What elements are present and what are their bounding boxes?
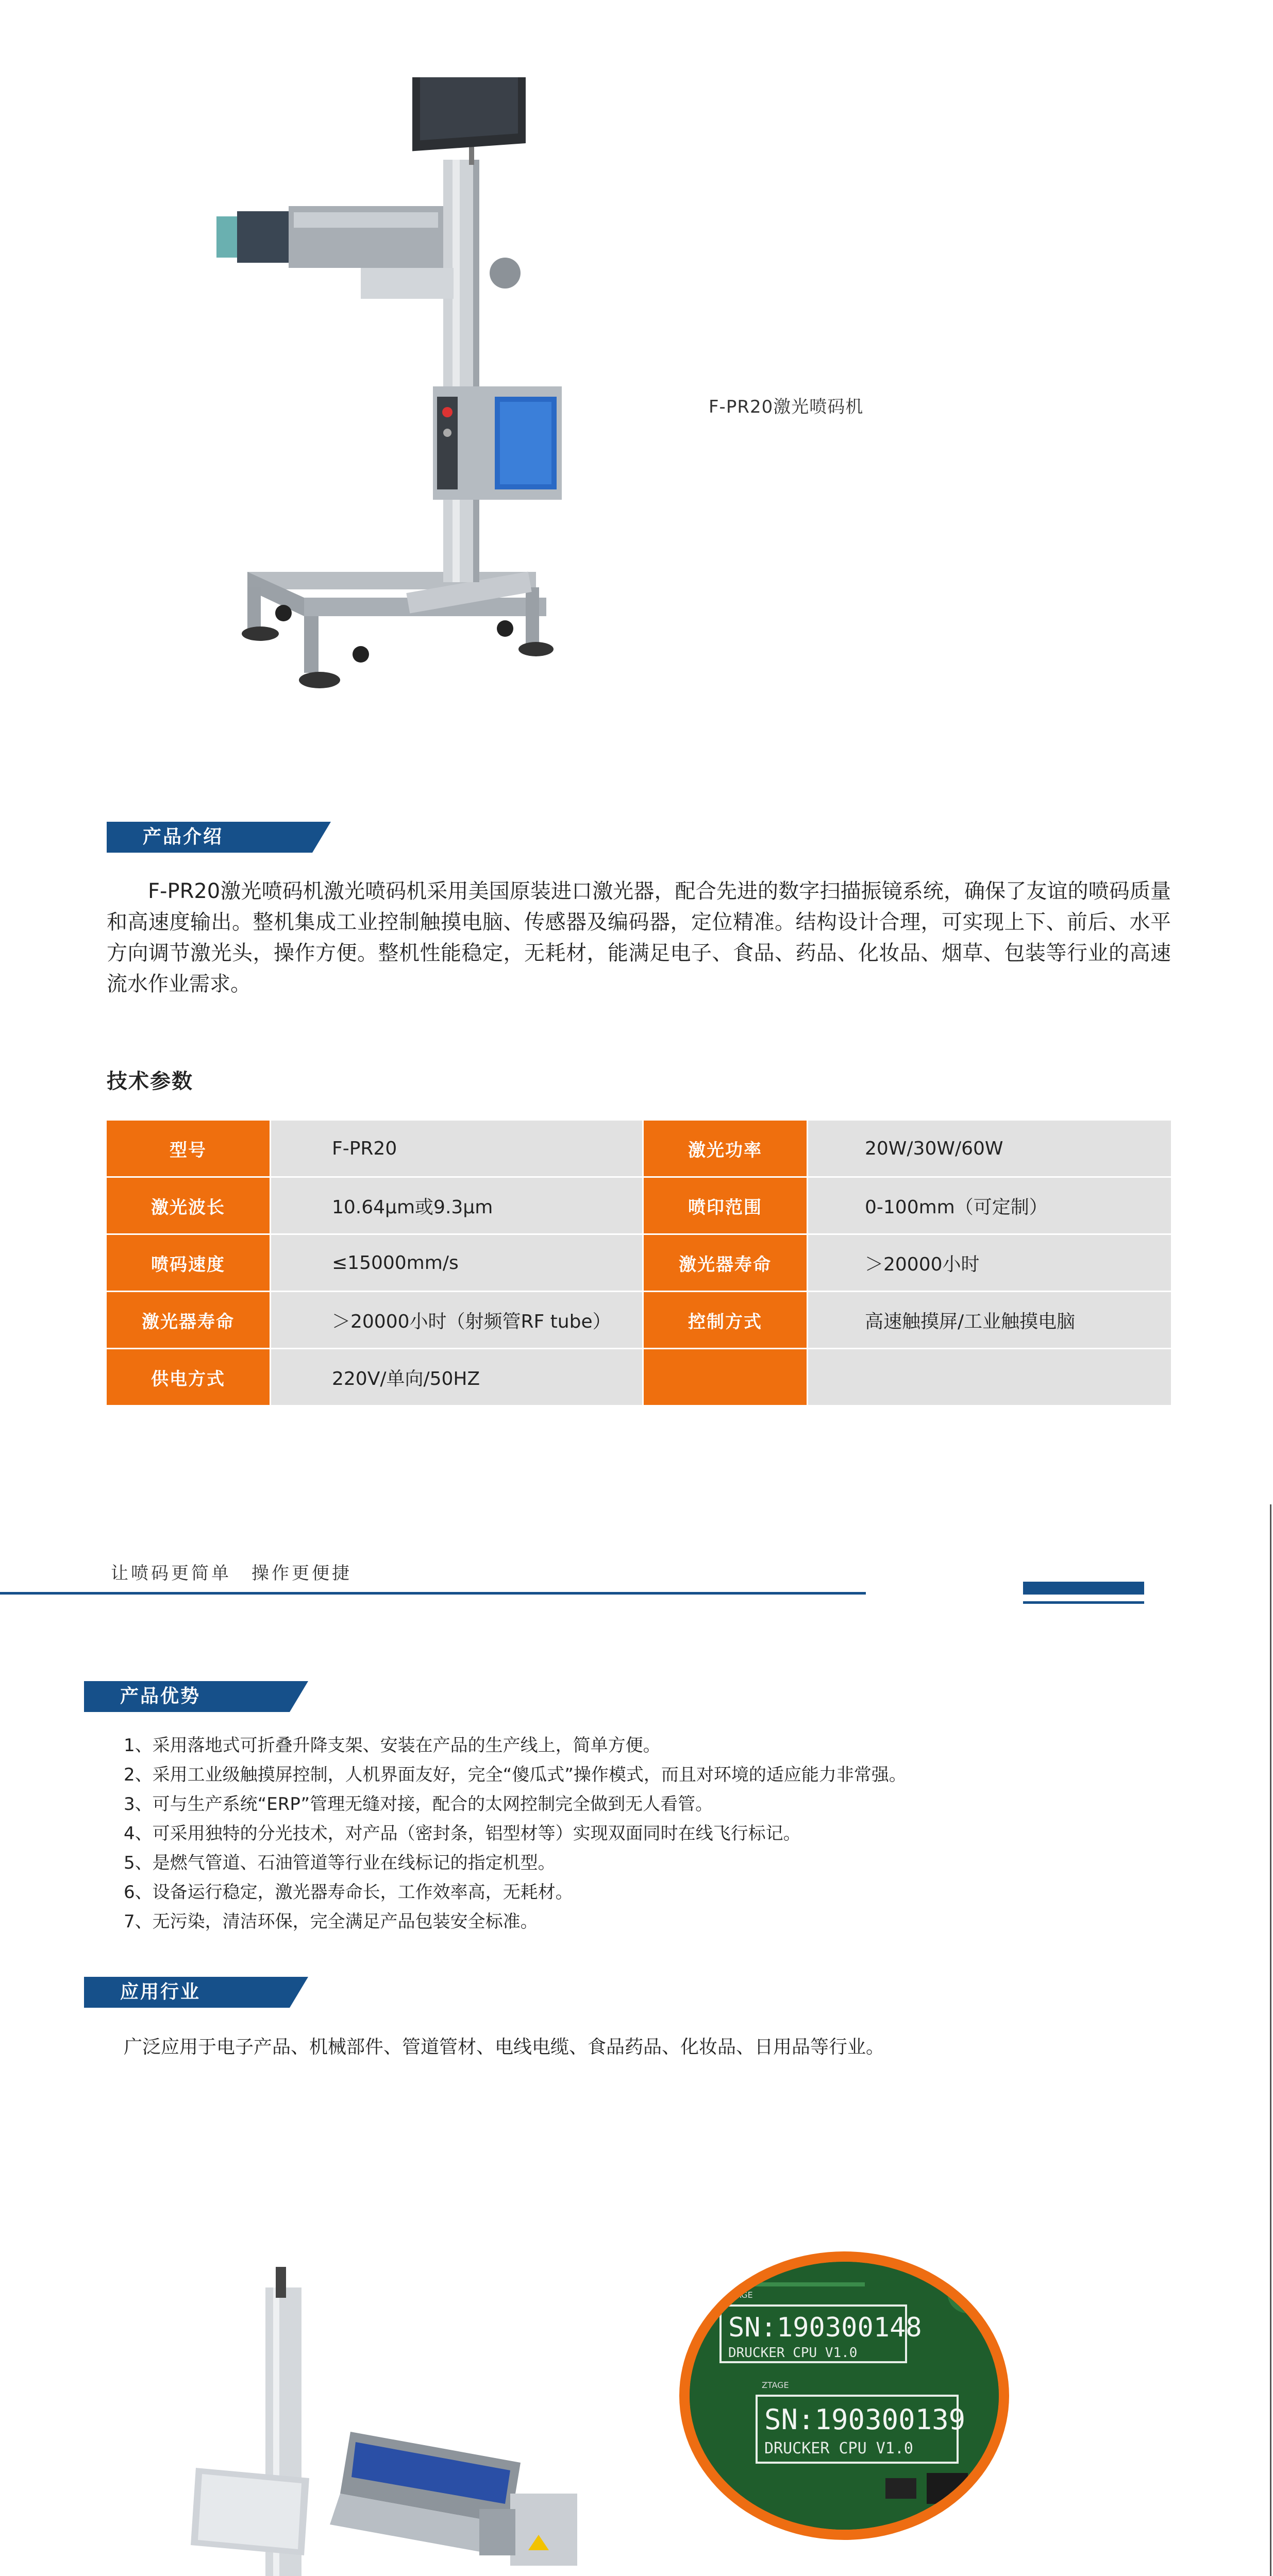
spec-row	[107, 1121, 1171, 1178]
spec-table	[107, 1121, 1171, 1406]
industry-text: 广泛应用于电子产品、机械部件、管道管材、电线电缆、食品药品、化妆品、日用品等行业。	[124, 2037, 885, 2058]
spec-key: 喷印范围	[644, 1178, 807, 1233]
spec-value: 10.64μm或9.3μm	[270, 1178, 644, 1233]
spec-key: 激光器寿命	[107, 1292, 270, 1348]
spec-key: 激光功率	[644, 1121, 807, 1176]
list-item: 4、可采用独特的分光技术，对产品（密封条，铝型材等）实现双面同时在线飞行标记。	[124, 1823, 801, 1844]
spec-value: 高速触摸屏/工业触摸电脑	[807, 1292, 1171, 1348]
pcb-cpu-2: DRUCKER CPU V1.0	[764, 2439, 913, 2458]
spec-key: 控制方式	[644, 1292, 807, 1348]
spec-key: 激光器寿命	[644, 1235, 807, 1291]
sample-photo-pcb	[679, 2251, 1009, 2540]
pcb-sn-2: SN:190300139	[764, 2403, 966, 2436]
intro-header: 产品介绍	[143, 826, 224, 848]
spec-value: F-PR20	[270, 1121, 644, 1176]
spec-key: 型号	[107, 1121, 270, 1176]
spec-value: 0-100mm（可定制）	[807, 1178, 1171, 1233]
pcb-brand: ZTAGE	[726, 2290, 753, 2300]
spec-key: 激光波长	[107, 1178, 270, 1233]
intro-text: F-PR20激光喷码机激光喷码机采用美国原装进口激光器，配合先进的数字扫描振镜系统，确保了友谊的喷码质量和高速度输出。整机集成工业控制触摸电脑、传感器及编码器，定位精准。结构设计合理，可实现上下、前后、水平方向调节激光头，操作方便。整机性能稳定，无耗材，能满足电子、食品、药品、化妆品、烟草、包装等行业的高速流水作业需求。	[107, 879, 1171, 996]
spec-key: 供电方式	[107, 1349, 270, 1405]
spec-value: 220V/单向/50HZ	[270, 1349, 644, 1405]
spec-row	[107, 1235, 1171, 1292]
product-photo-machine-2	[170, 2267, 598, 2576]
divider-block-line	[1023, 1601, 1144, 1604]
spec-value: ＞20000小时	[807, 1235, 1171, 1291]
list-item: 5、是燃气管道、石油管道等行业在线标记的指定机型。	[124, 1853, 556, 1873]
spec-value: ＞20000小时（射频管RF tube）	[270, 1292, 644, 1348]
industry-header: 应用行业	[120, 1981, 201, 2003]
spec-value: ≤15000mm/s	[270, 1235, 644, 1291]
right-edge-line	[1270, 1504, 1271, 2576]
advantages-header: 产品优势	[120, 1686, 201, 1707]
spec-key: 喷码速度	[107, 1235, 270, 1291]
spec-row	[107, 1349, 1171, 1406]
list-item: 6、设备运行稳定，激光器寿命长，工作效率高，无耗材。	[124, 1882, 573, 1903]
list-item: 3、可与生产系统“ERP”管理无缝对接，配合的太网控制完全做到无人看管。	[124, 1794, 713, 1815]
spec-row	[107, 1178, 1171, 1235]
product-photo-machine	[216, 77, 588, 706]
pcb-sn-1: SN:190300148	[728, 2312, 922, 2343]
list-item: 2、采用工业级触摸屏控制，人机界面友好，完全“傻瓜式”操作模式，而且对环境的适应能力非常强。	[124, 1765, 907, 1785]
list-item: 1、采用落地式可折叠升降支架、安装在产品的生产线上，简单方便。	[124, 1735, 661, 1756]
product-caption: F-PR20激光喷码机	[709, 397, 864, 417]
specs-title: 技术参数	[107, 1070, 193, 1093]
advantages-list	[124, 1731, 907, 1937]
intro-header-bar	[107, 822, 331, 853]
list-item: 7、无污染，清洁环保，完全满足产品包装安全标准。	[124, 1911, 538, 1932]
divider-block	[1023, 1582, 1144, 1595]
advantages-header-bar	[84, 1681, 308, 1712]
spec-key	[644, 1349, 807, 1405]
divider-line	[0, 1592, 866, 1595]
spec-value	[807, 1349, 1171, 1405]
slogan: 让喷码更简单 操作更便捷	[111, 1563, 352, 1584]
pcb-cpu-1: DRUCKER CPU V1.0	[728, 2345, 858, 2361]
spec-row	[107, 1292, 1171, 1349]
pcb-brand-2: ZTAGE	[762, 2380, 789, 2390]
industry-header-bar	[84, 1977, 308, 2008]
spec-value: 20W/30W/60W	[807, 1121, 1171, 1176]
